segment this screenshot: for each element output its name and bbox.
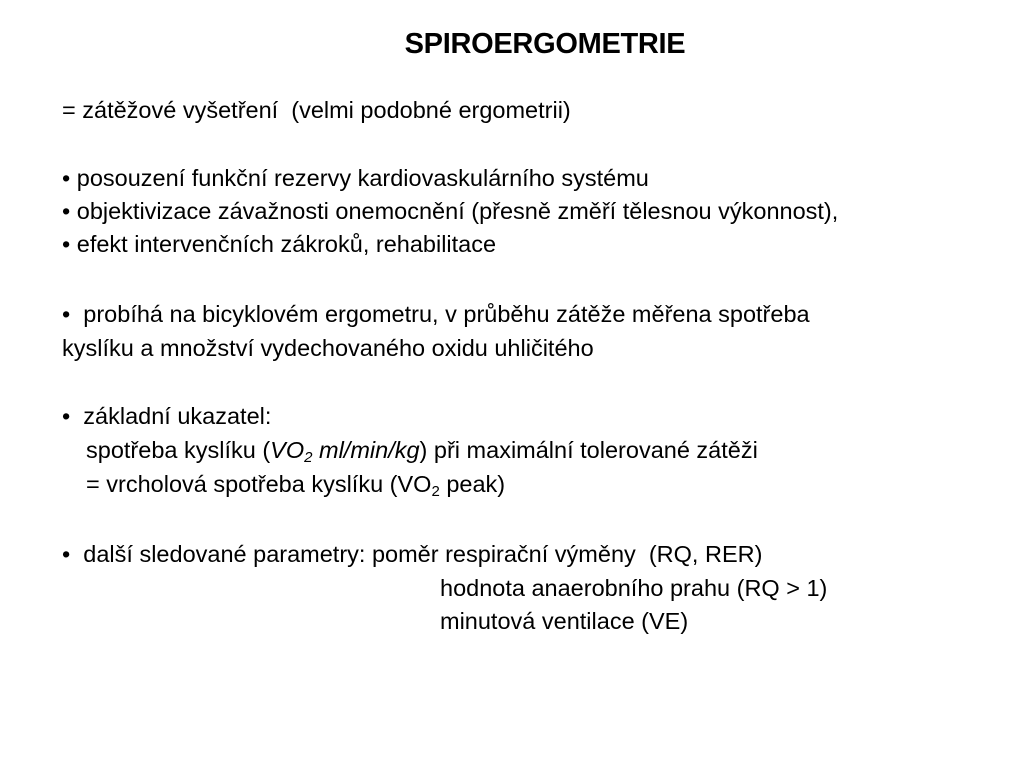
other-params-line-1: • další sledované parametry: poměr respirační výměny (RQ, RER)	[62, 541, 763, 567]
slide-title: SPIROERGOMETRIE	[404, 28, 686, 60]
indicator-l2-sub: 2	[431, 483, 440, 500]
purpose-item-2: • objektivizace závažnosti onemocnění (přesně změří tělesnou výkonnost),	[62, 198, 839, 224]
definition-line: = zátěžové vyšetření (velmi podobné ergometrii)	[62, 97, 571, 123]
indicator-l1-unit: ml/min/kg	[312, 437, 420, 463]
other-params-line-2: hodnota anaerobního prahu (RQ > 1)	[440, 575, 828, 601]
indicator-l1-vo: VO	[270, 437, 305, 463]
indicator-l2-after: peak)	[439, 471, 506, 497]
indicator-heading: • základní ukazatel:	[62, 403, 272, 429]
indicator-l1-after: ) při maximální tolerované zátěži	[419, 437, 758, 463]
indicator-l1-before: spotřeba kyslíku (	[86, 437, 271, 463]
indicator-line-1	[86, 436, 758, 464]
indicator-line-2	[86, 470, 505, 498]
procedure-line-2: kyslíku a množství vydechovaného oxidu uhličitého	[62, 335, 594, 361]
purpose-item-1: • posouzení funkční rezervy kardiovaskulárního systému	[62, 165, 649, 191]
indicator-l1-sub: 2	[304, 449, 313, 466]
purpose-item-3: • efekt intervenčních zákroků, rehabilitace	[62, 231, 497, 257]
other-params-line-3: minutová ventilace (VE)	[440, 608, 689, 634]
indicator-l2-before: = vrcholová spotřeba kyslíku (VO	[86, 471, 432, 497]
procedure-line-1: • probíhá na bicyklovém ergometru, v průběhu zátěže měřena spotřeba	[62, 301, 810, 327]
